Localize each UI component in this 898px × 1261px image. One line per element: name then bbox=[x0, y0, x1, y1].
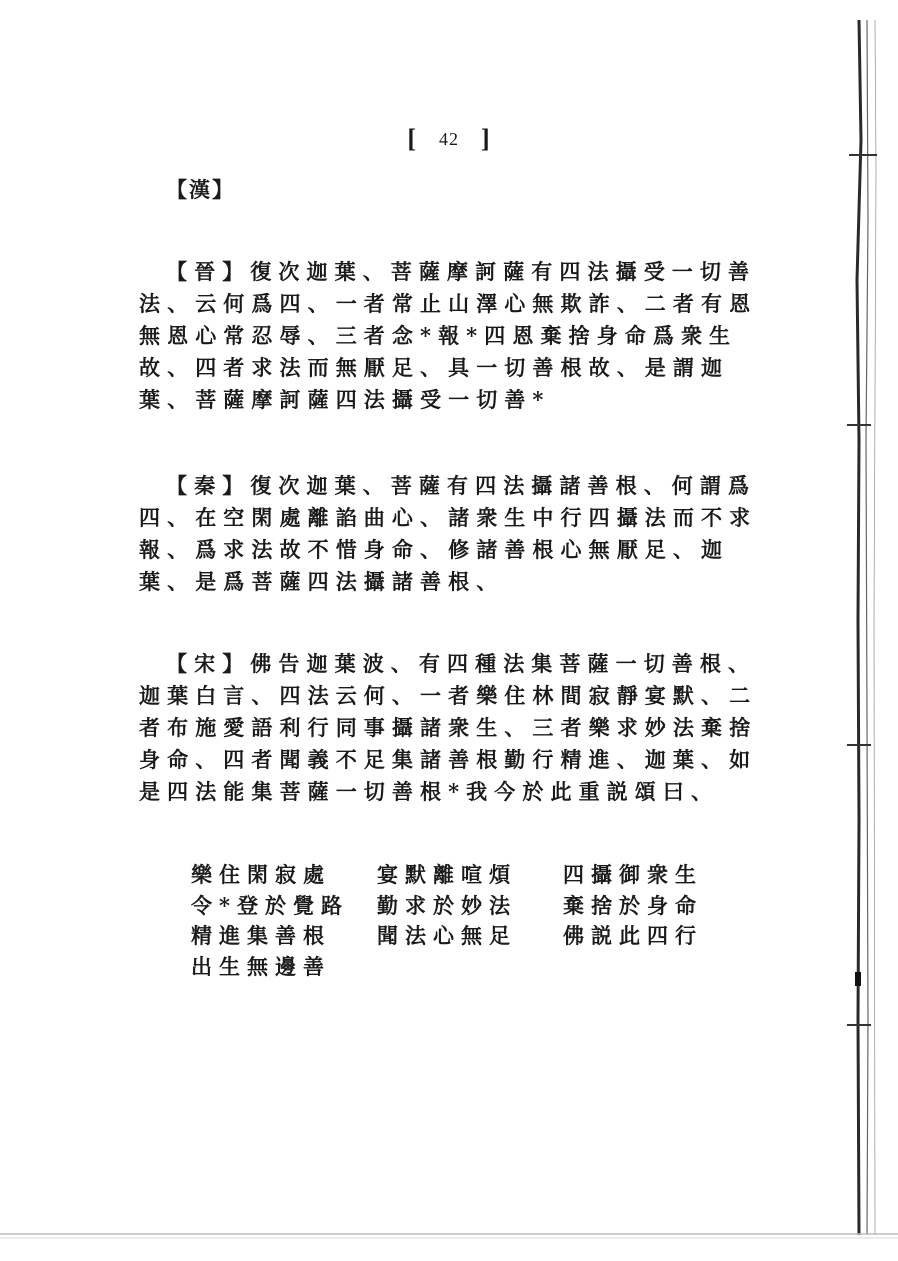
paragraph-jin-text: 【晉】復次迦葉、菩薩摩訶薩有四法攝受一切善法、云何爲四、一者常止山澤心無欺詐、二者有恩無恩心常忍辱、三者念*報*四恩棄捨身命爲衆生故、四者求法而無厭足、具一切善根故、是謂迦葉、菩薩摩訶薩四法攝受一切善* bbox=[139, 259, 758, 412]
verse-line: 佛説此四行 bbox=[563, 923, 703, 948]
verse-line: 勤求於妙法 bbox=[377, 892, 517, 918]
page-number-value: 42 bbox=[439, 128, 459, 149]
paragraph-qin-text: 【秦】復次迦葉、菩薩有四法攝諸善根、何謂爲四、在空閑處離諂曲心、諸衆生中行四攝法而不求報、爲求法故不惜身命、修諸善根心無厭足、迦葉、是爲菩薩四法攝諸善根、 bbox=[139, 473, 758, 594]
paragraph-jin bbox=[139, 256, 779, 416]
section-heading-han: 【漢】 bbox=[166, 177, 235, 202]
verse-line: 樂住閑寂處 bbox=[191, 862, 331, 887]
verse-line: 聞法心無足 bbox=[377, 923, 517, 948]
page-number bbox=[0, 124, 898, 154]
verse-line: 出生無邊善 bbox=[191, 953, 331, 979]
verse-block bbox=[191, 860, 749, 982]
page-number-open-bracket: [ bbox=[407, 124, 417, 153]
binding-edge-marks bbox=[847, 20, 887, 1235]
verse-line bbox=[563, 952, 749, 983]
verse-row bbox=[191, 952, 749, 983]
verse-line: 四攝御衆生 bbox=[563, 862, 703, 887]
verse-line: 令*登於覺路 bbox=[191, 892, 349, 918]
verse-line: 宴默離喧煩 bbox=[377, 862, 517, 887]
scan-bottom-edge bbox=[0, 1232, 898, 1240]
verse-row bbox=[191, 921, 749, 952]
verse-line: 棄捨於身命 bbox=[563, 892, 703, 918]
paragraph-song bbox=[139, 648, 779, 808]
verse-line bbox=[377, 952, 563, 983]
verse-row bbox=[191, 860, 749, 891]
paragraph-song-text: 【宋】佛告迦葉波、有四種法集菩薩一切善根、迦葉白言、四法云何、一者樂住林間寂靜宴默、二者布施愛語利行同事攝諸衆生、三者樂求妙法棄捨身命、四者聞義不足集諸善根勤行精進、迦葉、如是四法能集菩薩一切善根*我今於此重説頌曰、 bbox=[139, 651, 758, 804]
page-number-close-bracket: ] bbox=[481, 124, 491, 153]
verse-row bbox=[191, 891, 749, 922]
verse-line: 精進集善根 bbox=[191, 923, 331, 948]
paragraph-qin bbox=[139, 470, 779, 598]
